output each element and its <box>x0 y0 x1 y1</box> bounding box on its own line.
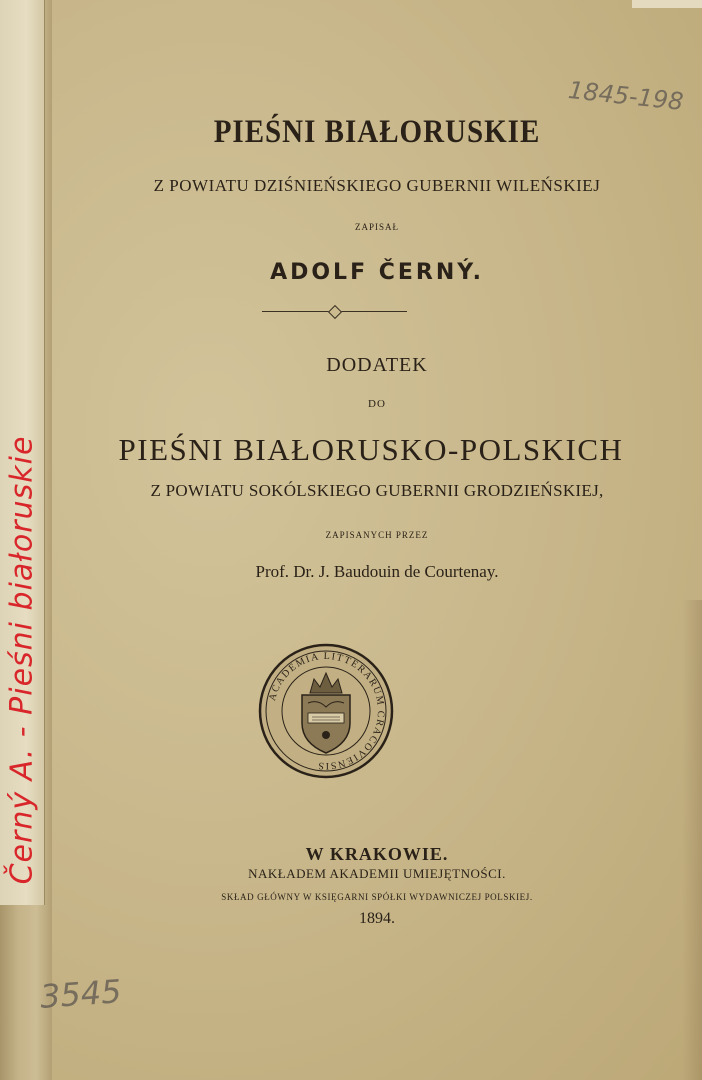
spine-label-strip <box>0 0 45 905</box>
publication-place: W KRAKOWIE. <box>305 844 449 864</box>
academy-seal-icon <box>258 643 394 779</box>
supplement-recorded-by: ZAPISANYCH PRZEZ <box>325 530 429 540</box>
supplement-title: PIEŚNI BIAŁORUSKO-POLSKICH <box>118 432 624 467</box>
author-name: ADOLF ČERNÝ. <box>270 260 484 285</box>
page-edge-shadow <box>682 600 702 1080</box>
publisher-line: NAKŁADEM AKADEMII UMIEJĘTNOŚCI. <box>248 866 506 881</box>
seal-inscription: ACADEMIA LITTERARUM CRACOVIENSIS <box>267 650 387 772</box>
supplement-author: Prof. Dr. J. Baudouin de Courtenay. <box>255 562 499 581</box>
rule-diamond-ornament <box>328 305 342 319</box>
book-subtitle: Z POWIATU DZIŚNIEŃSKIEGO GUBERNII WILEŃSKIEJ <box>153 176 601 195</box>
pencil-shelfmark-bottom: 3545 <box>38 972 123 1016</box>
distributor-line: SKŁAD GŁÓWNY W KSIĘGARNI SPÓŁKI WYDAWNICZEJ POLSKIEJ. <box>221 892 533 902</box>
corner-paper-tag <box>632 0 702 8</box>
book-title: PIEŚNI BIAŁORUSKIE <box>213 114 541 150</box>
pencil-shelfmark-top: 1845-198 <box>567 76 686 116</box>
publication-year: 1894. <box>359 910 395 927</box>
recorded-by-label: ZAPISAŁ <box>354 222 399 232</box>
supplement-label: DODATEK <box>326 354 428 376</box>
supplement-subtitle: Z POWIATU SOKÓLSKIEGO GUBERNII GRODZIEŃSKIEJ, <box>150 481 604 500</box>
spine-handwritten-note: Černý A. - Pieśni białoruskie <box>4 435 40 885</box>
supplement-to-label: DO <box>368 398 386 410</box>
